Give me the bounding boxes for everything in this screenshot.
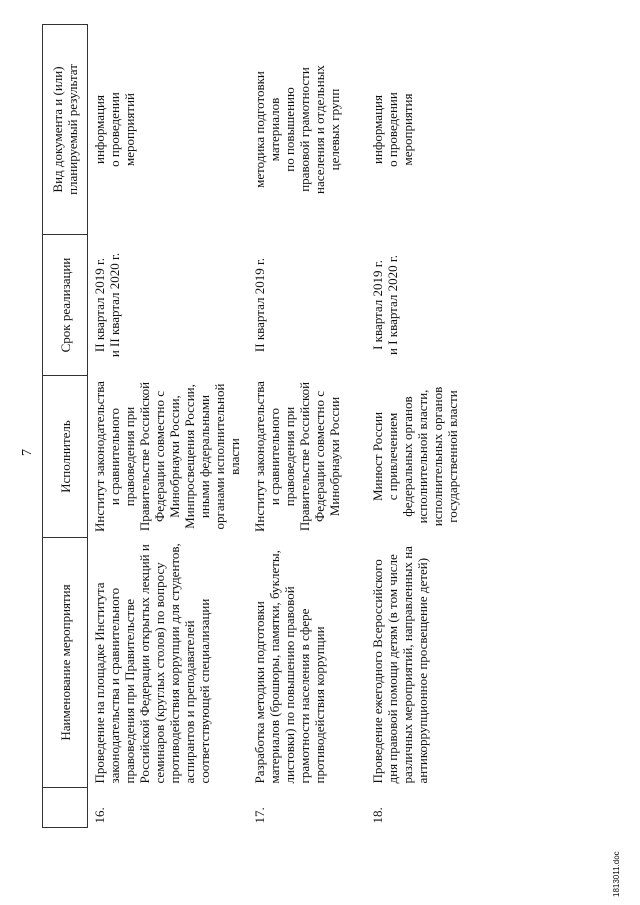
event-name: Проведение на площадке Института законодательства и сравнительного правоведения при Правительстве Российской Федерации открытых лекций и семинаров (круглых столов) по вопросу противодействия коррупции для студентов, аспирантов и преподавателей соответствующей специализации xyxy=(92,543,212,784)
event-term: II квартал 2019 г. и II квартал 2020 г. xyxy=(92,252,122,358)
table-row xyxy=(366,25,486,828)
table-row xyxy=(248,25,366,828)
document-footer-code: 1813011.doc xyxy=(612,851,621,897)
event-executor: Минюст России с привлечением федеральных органов исполнительной власти, исполнительных органов государственной власти xyxy=(370,386,460,527)
event-executor: Институт законодательства и сравнительного правоведения при Правительстве Российской Федерации совместно с Минобрнауки России xyxy=(252,381,342,532)
row-number: 17. xyxy=(252,807,267,824)
event-result: методика подготовки материалов по повышению правовой грамотности населения и отдельных целевых групп xyxy=(252,65,342,194)
action-plan-table xyxy=(42,24,486,828)
event-name: Разработка методики подготовки материалов (брошюры, памятки, буклеты, листовки) по повышению правовой грамотности населения в сфере противодействия коррупции xyxy=(252,550,327,784)
table-header xyxy=(43,25,88,828)
header-term: Срок реализации xyxy=(43,235,88,376)
event-term: I квартал 2019 г. и I квартал 2020 г. xyxy=(370,255,400,355)
table-row xyxy=(88,25,249,828)
row-number: 16. xyxy=(92,807,107,824)
header-result: Вид документа и (или) планируемый результат xyxy=(43,25,88,235)
row-number: 18. xyxy=(370,807,385,824)
header-executor: Исполнитель xyxy=(43,376,88,538)
header-number xyxy=(43,788,88,828)
header-name: Наименование мероприятия xyxy=(43,538,88,788)
event-executor: Институт законодательства и сравнительного правоведения при Правительстве Российской Федерации совместно с Минобрнауки России, Минпросвещения России, иными федеральными органами исполнительной власти xyxy=(92,381,242,532)
event-name: Проведение ежегодного Всероссийского дня правовой помощи детям (в том числе различных мероприятий, направленных на антикоррупционное просвещение детей) xyxy=(370,546,430,784)
event-term: II квартал 2019 г. xyxy=(252,257,267,353)
page-number: 7 xyxy=(20,449,35,456)
event-result: информация о проведении мероприятия xyxy=(370,92,415,167)
event-result: информация о проведении мероприятий xyxy=(92,92,137,167)
